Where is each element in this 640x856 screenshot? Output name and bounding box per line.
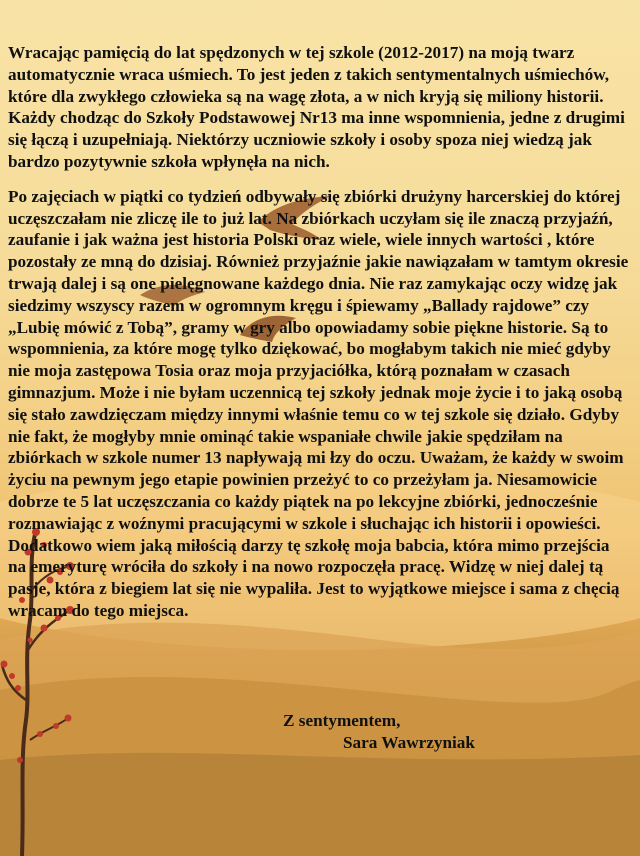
letter-paragraph: Wracając pamięcią do lat spędzonych w tej szkole (2012-2017) na moją twarz automatycznie wraca uśmiech. To jest jeden z takich sentymentalnych uśmiechów, które dla zwykłego człowieka są na wagę złota, a w nich kryją się miliony historii. Każdy chodząc do Szkoły Podstawowej Nr13 ma inne wspomnienia, jedne z drugimi się łączą i uzupełniają. Niektórzy uczniowie szkoły i osoby spoza niej wiedzą jak bardzo pozytywnie szkoła wpłynęła na nich. [8,43,625,171]
signature: Sara Wawrzyniak [343,733,475,752]
letter-body [8,42,630,635]
foreground-ground [0,753,640,856]
letter-paragraph: Po zajęciach w piątki co tydzień odbywały się zbiórki drużyny harcerskiej do której uczęszczałam nie zliczę ile to już lat. Na zbiórkach uczyłam się ile znaczą przyjaźń, zaufanie i jak ważna jest historia Polski oraz wiele, wiele innych wartości , które pozostały ze mną do dzisiaj. Również przyjaźnie jakie nawiązałam w tamtym okresie trwają dalej i są one pielęgnowane każdego dnia. Nie raz zamykając oczy widzę jak siedzimy wszyscy razem w ogromnym kręgu i śpiewamy „Ballady rajdowe” czy „Lubię mówić z Tobą”, gramy w gry albo opowiadamy sobie piękne historie. Są to wspomnienia, za które mogę tylko dziękować, bo mogłabym takich nie mieć gdyby nie moja zastępowa Tosia oraz moja przyjaciółka, którą poznałam w czasach gimnazjum. Może i nie byłam uczennicą tej szkoły jednak moje życie i to jaką osobą się stało zawdzięczam między innymi właśnie temu co w tej szkole się działo. Gdyby nie fakt, że mogłyby mnie ominąć takie wspaniałe chwile jakie spędziłam na zbiórkach w szkole numer 13 napływają mi łzy do oczu. Uważam, że każdy w swoim życiu na pewnym jego etapie powinien przeżyć to co przeżyłam ja. Niesamowicie dobrze te 5 lat uczęszczania co każdy piątek na po lekcyjne zbiórki, jednocześnie rozmawiając z woźnymi pracującymi w szkole i słuchając ich historii i opowieści. Dodatkowo wiem jaką miłością darzy tę szkołę moja babcia, która mimo przejścia na emeryturę wróciła do szkoły i na nowo rozpoczęła pracę. Widzę w niej dalej tą pasje, która z biegiem lat się nie wypaliła. Jest to wyjątkowe miejsce i sama z chęcią wracam do tego miejsca. [8,186,629,620]
salutation: Z sentymentem, [283,711,401,730]
letter-closing [283,710,475,754]
